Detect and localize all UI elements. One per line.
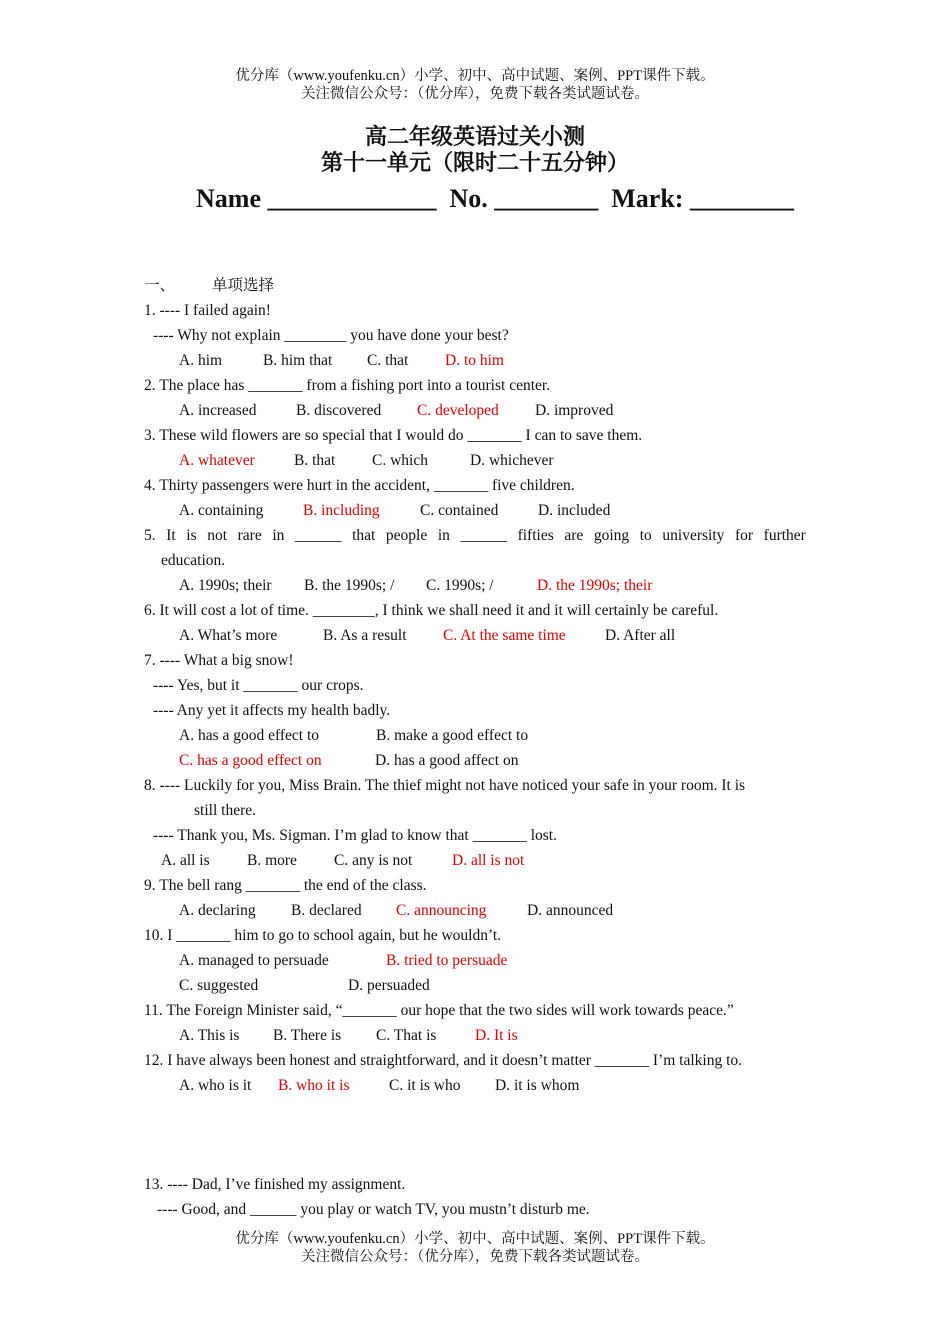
footer-line-2: 关注微信公众号：（优分库），免费下载各类试题试卷。 — [301, 1249, 649, 1265]
question-stem — [144, 526, 806, 546]
title-line-2: 第十一单元（限时二十五分钟） — [320, 150, 629, 175]
option-a: A. has a good effect to — [179, 727, 320, 744]
option-c-answer: C. announcing — [396, 902, 487, 919]
question-stem-continued: still there. — [194, 802, 256, 819]
option-a-answer: A. whatever — [179, 452, 255, 469]
question-stem: 11. The Foreign Minister said, “_______ our hope that the two sides will work towards peace.” — [144, 1002, 734, 1019]
stem-word: further — [763, 527, 806, 544]
question-stem: 10. I _______ him to go to school again, but he wouldn’t. — [144, 927, 502, 944]
question-dialogue-line: ---- Good, and ______ you play or watch TV, you mustn’t disturb me. — [157, 1201, 590, 1218]
section-name: 单项选择 — [212, 277, 275, 294]
option-c: C. 1990s; / — [426, 577, 494, 594]
option-d-answer: D. all is not — [452, 852, 525, 869]
option-a: A. increased — [179, 402, 257, 419]
stem-word: is — [186, 527, 197, 544]
option-a: A. declaring — [179, 902, 256, 919]
option-d: D. has a good affect on — [375, 752, 519, 769]
stem-word: 5. — [144, 527, 156, 544]
question-stem-continued: education. — [161, 552, 226, 569]
stem-word: not — [207, 527, 228, 544]
question-stem: 4. Thirty passengers were hurt in the accident, _______ five children. — [144, 477, 575, 494]
option-c-answer: C. has a good effect on — [179, 752, 322, 769]
option-a: A. all is — [161, 852, 210, 869]
option-c-answer: C. At the same time — [443, 627, 566, 644]
question-dialogue-line: ---- Thank you, Ms. Sigman. I’m glad to know that _______ lost. — [153, 827, 557, 844]
option-d: D. it is whom — [495, 1077, 580, 1094]
page-title — [0, 124, 950, 176]
stem-word: to — [639, 527, 652, 544]
option-b: B. declared — [291, 902, 362, 919]
page-header — [0, 67, 950, 103]
header-line-2: 关注微信公众号：（优分库），免费下载各类试题试卷。 — [301, 86, 649, 102]
stem-word: are — [564, 527, 584, 544]
option-d-answer: D. to him — [445, 352, 504, 369]
option-b: B. discovered — [296, 402, 382, 419]
option-a: A. him — [179, 352, 223, 369]
stem-word: fifties — [517, 527, 554, 544]
stem-word: that — [352, 527, 376, 544]
stem-word: university — [662, 527, 725, 544]
question-stem: 3. These wild flowers are so special that I would do _______ I can to save them. — [144, 427, 643, 444]
stem-word: ______ — [460, 527, 507, 544]
option-c: C. which — [372, 452, 428, 469]
stem-word: people — [385, 527, 428, 544]
question-dialogue-line: ---- Why not explain ________ you have done your best? — [153, 327, 509, 344]
stem-word: in — [437, 527, 450, 544]
option-b: B. There is — [273, 1027, 342, 1044]
stem-word: rare — [237, 527, 262, 544]
option-a: A. This is — [179, 1027, 240, 1044]
option-b: B. him that — [263, 352, 333, 369]
option-a: A. What’s more — [179, 627, 278, 644]
question-dialogue-line: ---- Yes, but it _______ our crops. — [153, 677, 364, 694]
option-d: D. improved — [535, 402, 614, 419]
option-c: C. That is — [376, 1027, 437, 1044]
stem-word: for — [735, 527, 754, 544]
option-d-answer: D. It is — [475, 1027, 518, 1044]
footer-line-1: 优分库（www.youfenku.cn）小学、初中、高中试题、案例、PPT课件下载。 — [235, 1231, 715, 1247]
question-stem: 13. ---- Dad, I’ve finished my assignment. — [144, 1176, 406, 1193]
option-c: C. that — [367, 352, 409, 369]
option-a: A. managed to persuade — [179, 952, 329, 969]
stem-word: ______ — [294, 527, 342, 544]
option-b: B. the 1990s; / — [304, 577, 395, 594]
option-c: C. any is not — [334, 852, 413, 869]
option-d: D. whichever — [470, 452, 554, 469]
name-number-mark-line: Name _____________ No. ________ Mark: ________ — [196, 184, 794, 213]
question-stem: 9. The bell rang _______ the end of the class. — [144, 877, 427, 894]
question-stem: 1. ---- I failed again! — [144, 302, 271, 319]
option-c-answer: C. developed — [417, 402, 499, 419]
option-a: A. 1990s; their — [179, 577, 272, 594]
option-b: B. more — [247, 852, 297, 869]
header-line-1: 优分库（www.youfenku.cn）小学、初中、高中试题、案例、PPT课件下载。 — [235, 68, 715, 84]
question-stem: 12. I have always been honest and straightforward, and it doesn’t matter _______ I’m talking to. — [144, 1052, 743, 1069]
option-a: A. who is it — [179, 1077, 252, 1094]
question-dialogue-line: ---- Any yet it affects my health badly. — [153, 702, 391, 719]
option-c: C. contained — [420, 502, 499, 519]
option-d: D. persuaded — [348, 977, 430, 994]
page-footer — [0, 1230, 950, 1266]
option-c: C. suggested — [179, 977, 259, 994]
option-b: B. make a good effect to — [376, 727, 529, 744]
title-line-1: 高二年级英语过关小测 — [364, 124, 585, 149]
question-stem: 2. The place has _______ from a fishing port into a tourist center. — [144, 377, 551, 394]
option-b-answer: B. who it is — [278, 1077, 350, 1094]
question-stem: 7. ---- What a big snow! — [144, 652, 294, 669]
option-b-answer: B. including — [303, 502, 380, 519]
stem-word: in — [272, 527, 285, 544]
question-stem: 6. It will cost a lot of time. ________, I think we shall need it and it will certainly be careful. — [144, 602, 719, 619]
section-label: 一、 — [144, 277, 176, 294]
option-d: D. After all — [605, 627, 676, 644]
option-d: D. included — [538, 502, 611, 519]
option-b: B. As a result — [323, 627, 407, 644]
option-a: A. containing — [179, 502, 264, 519]
question-stem: 8. ---- Luckily for you, Miss Brain. The thief might not have noticed your safe in your room. It is — [144, 777, 746, 794]
stem-word: going — [593, 527, 630, 544]
stem-word: It — [166, 527, 176, 544]
option-d-answer: D. the 1990s; their — [537, 577, 653, 594]
option-b-answer: B. tried to persuade — [386, 952, 508, 969]
option-b: B. that — [294, 452, 336, 469]
option-d: D. announced — [527, 902, 614, 919]
option-c: C. it is who — [389, 1077, 461, 1094]
